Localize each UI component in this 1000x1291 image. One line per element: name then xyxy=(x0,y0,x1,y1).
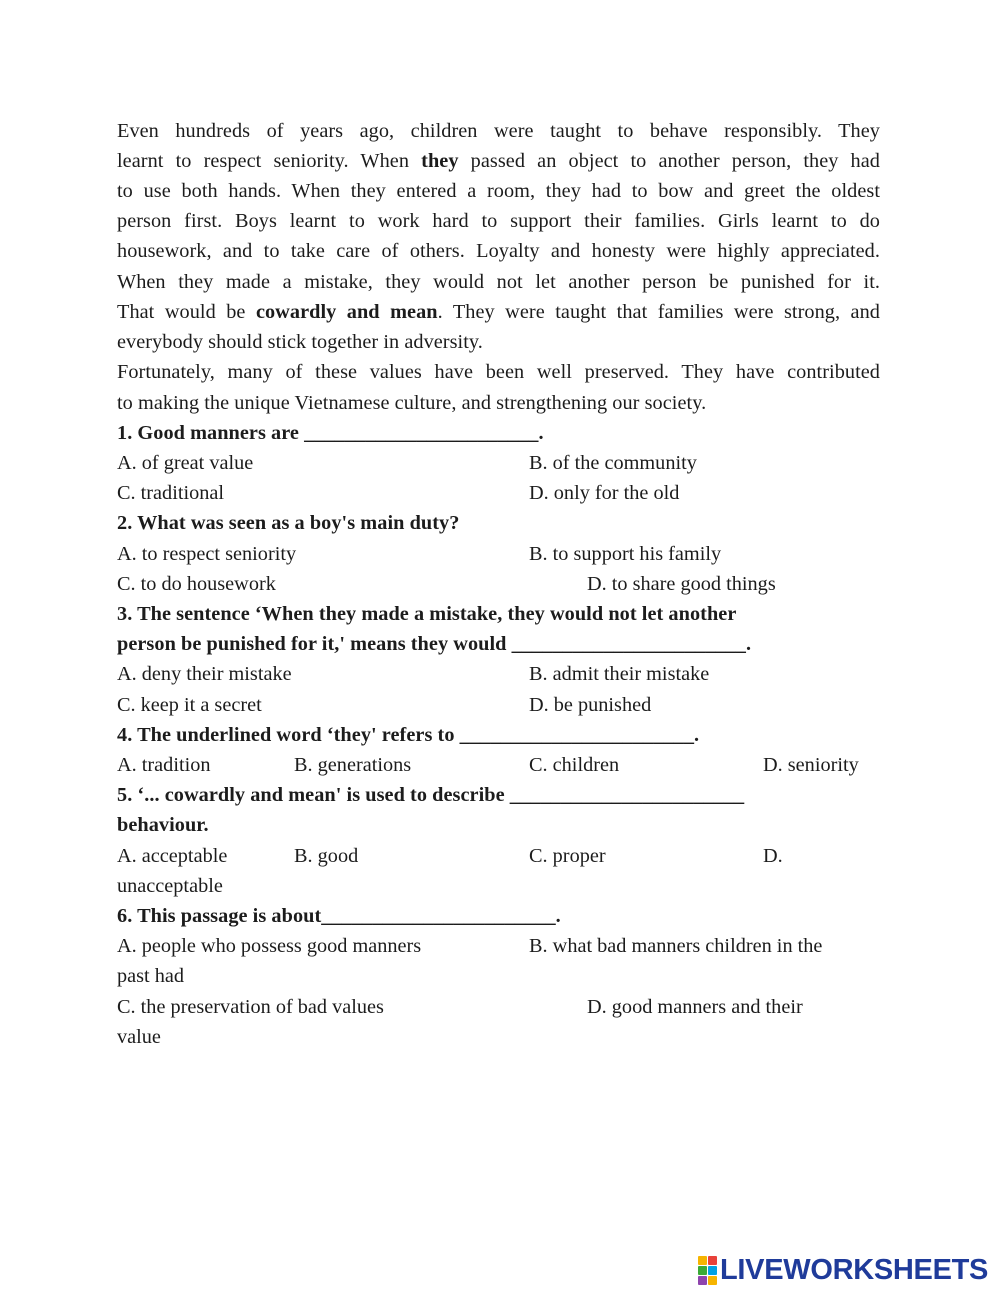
q2-option-c[interactable]: C. to do housework xyxy=(117,573,276,595)
q2-option-a[interactable]: A. to respect seniority xyxy=(117,543,297,565)
q6-option-a[interactable]: A. people who possess good manners xyxy=(117,935,422,957)
q5-option-b[interactable]: B. good xyxy=(294,845,359,867)
question-4-stem: 4. The underlined word ‘they' refers to _______________________. xyxy=(117,724,700,746)
passage-line: When they made a mistake, they would not let another person be punished for it. xyxy=(117,271,880,293)
question-5-stem: 5. ‘... cowardly and mean' is used to describe _______________________ xyxy=(117,784,745,806)
q6-option-c[interactable]: C. the preservation of bad values xyxy=(117,996,384,1018)
question-3-stem-cont: person be punished for it,' means they would _______________________. xyxy=(117,633,752,655)
q2-option-b[interactable]: B. to support his family xyxy=(529,543,722,565)
passage-text: . They were taught that families were strong, and xyxy=(437,301,880,323)
passage-line: Even hundreds of years ago, children were taught to behave responsibly. They xyxy=(117,120,880,142)
liveworksheets-watermark xyxy=(698,1255,988,1285)
question-3-stem: 3. The sentence ‘When they made a mistake, they would not let another xyxy=(117,603,737,625)
passage-text: passed an object to another person, they had xyxy=(458,150,880,172)
passage-line: housework, and to take care of others. Loyalty and honesty were highly appreciated. xyxy=(117,240,880,262)
q3-option-b[interactable]: B. admit their mistake xyxy=(529,663,710,685)
q1-option-a[interactable]: A. of great value xyxy=(117,452,254,474)
q6-option-b-cont[interactable]: past had xyxy=(117,965,185,987)
q5-option-c[interactable]: C. proper xyxy=(529,845,606,867)
passage-line xyxy=(117,297,880,327)
passage-bold-they: they xyxy=(421,150,459,172)
q1-option-b[interactable]: B. of the community xyxy=(529,452,697,474)
q4-option-a[interactable]: A. tradition xyxy=(117,754,211,776)
q5-option-d-cont[interactable]: unacceptable xyxy=(117,875,223,897)
q1-option-c[interactable]: C. traditional xyxy=(117,482,225,504)
passage-line: everybody should stick together in adversity. xyxy=(117,331,483,353)
passage-bold-cowardly: cowardly and mean xyxy=(255,301,438,323)
q6-option-d[interactable]: D. good manners and their xyxy=(587,996,803,1018)
q1-option-d[interactable]: D. only for the old xyxy=(529,482,680,504)
question-2-stem: 2. What was seen as a boy's main duty? xyxy=(117,512,460,534)
q2-option-d[interactable]: D. to share good things xyxy=(587,573,776,595)
q6-option-b[interactable]: B. what bad manners children in the xyxy=(529,935,823,957)
question-5-stem-cont: behaviour. xyxy=(117,814,209,836)
passage-line xyxy=(117,146,880,176)
question-6-stem: 6. This passage is about_______________________. xyxy=(117,905,561,927)
passage-text: That would be xyxy=(117,301,256,323)
passage-line: Fortunately, many of these values have been well preserved. They have contributed xyxy=(117,361,880,383)
q6-option-d-cont[interactable]: value xyxy=(117,1026,161,1048)
q4-option-b[interactable]: B. generations xyxy=(294,754,412,776)
q4-option-d[interactable]: D. seniority xyxy=(763,754,859,776)
q3-option-d[interactable]: D. be punished xyxy=(529,694,652,716)
q3-option-a[interactable]: A. deny their mistake xyxy=(117,663,292,685)
passage-text: learnt to respect seniority. When xyxy=(117,150,422,172)
passage-line: to making the unique Vietnamese culture, and strengthening our society. xyxy=(117,392,707,414)
liveworksheets-logo-text: LIVEWORKSHEETS xyxy=(720,1253,989,1286)
q5-option-d[interactable]: D. xyxy=(763,845,783,867)
liveworksheets-logo-icon xyxy=(698,1256,717,1285)
q5-option-a[interactable]: A. acceptable xyxy=(117,845,228,867)
q4-option-c[interactable]: C. children xyxy=(529,754,620,776)
question-1-stem: 1. Good manners are _______________________. xyxy=(117,422,544,444)
q3-option-c[interactable]: C. keep it a secret xyxy=(117,694,262,716)
passage-line: person first. Boys learnt to work hard to support their families. Girls learnt to do xyxy=(117,210,880,232)
passage-line: to use both hands. When they entered a room, they had to bow and greet the oldest xyxy=(117,180,880,202)
